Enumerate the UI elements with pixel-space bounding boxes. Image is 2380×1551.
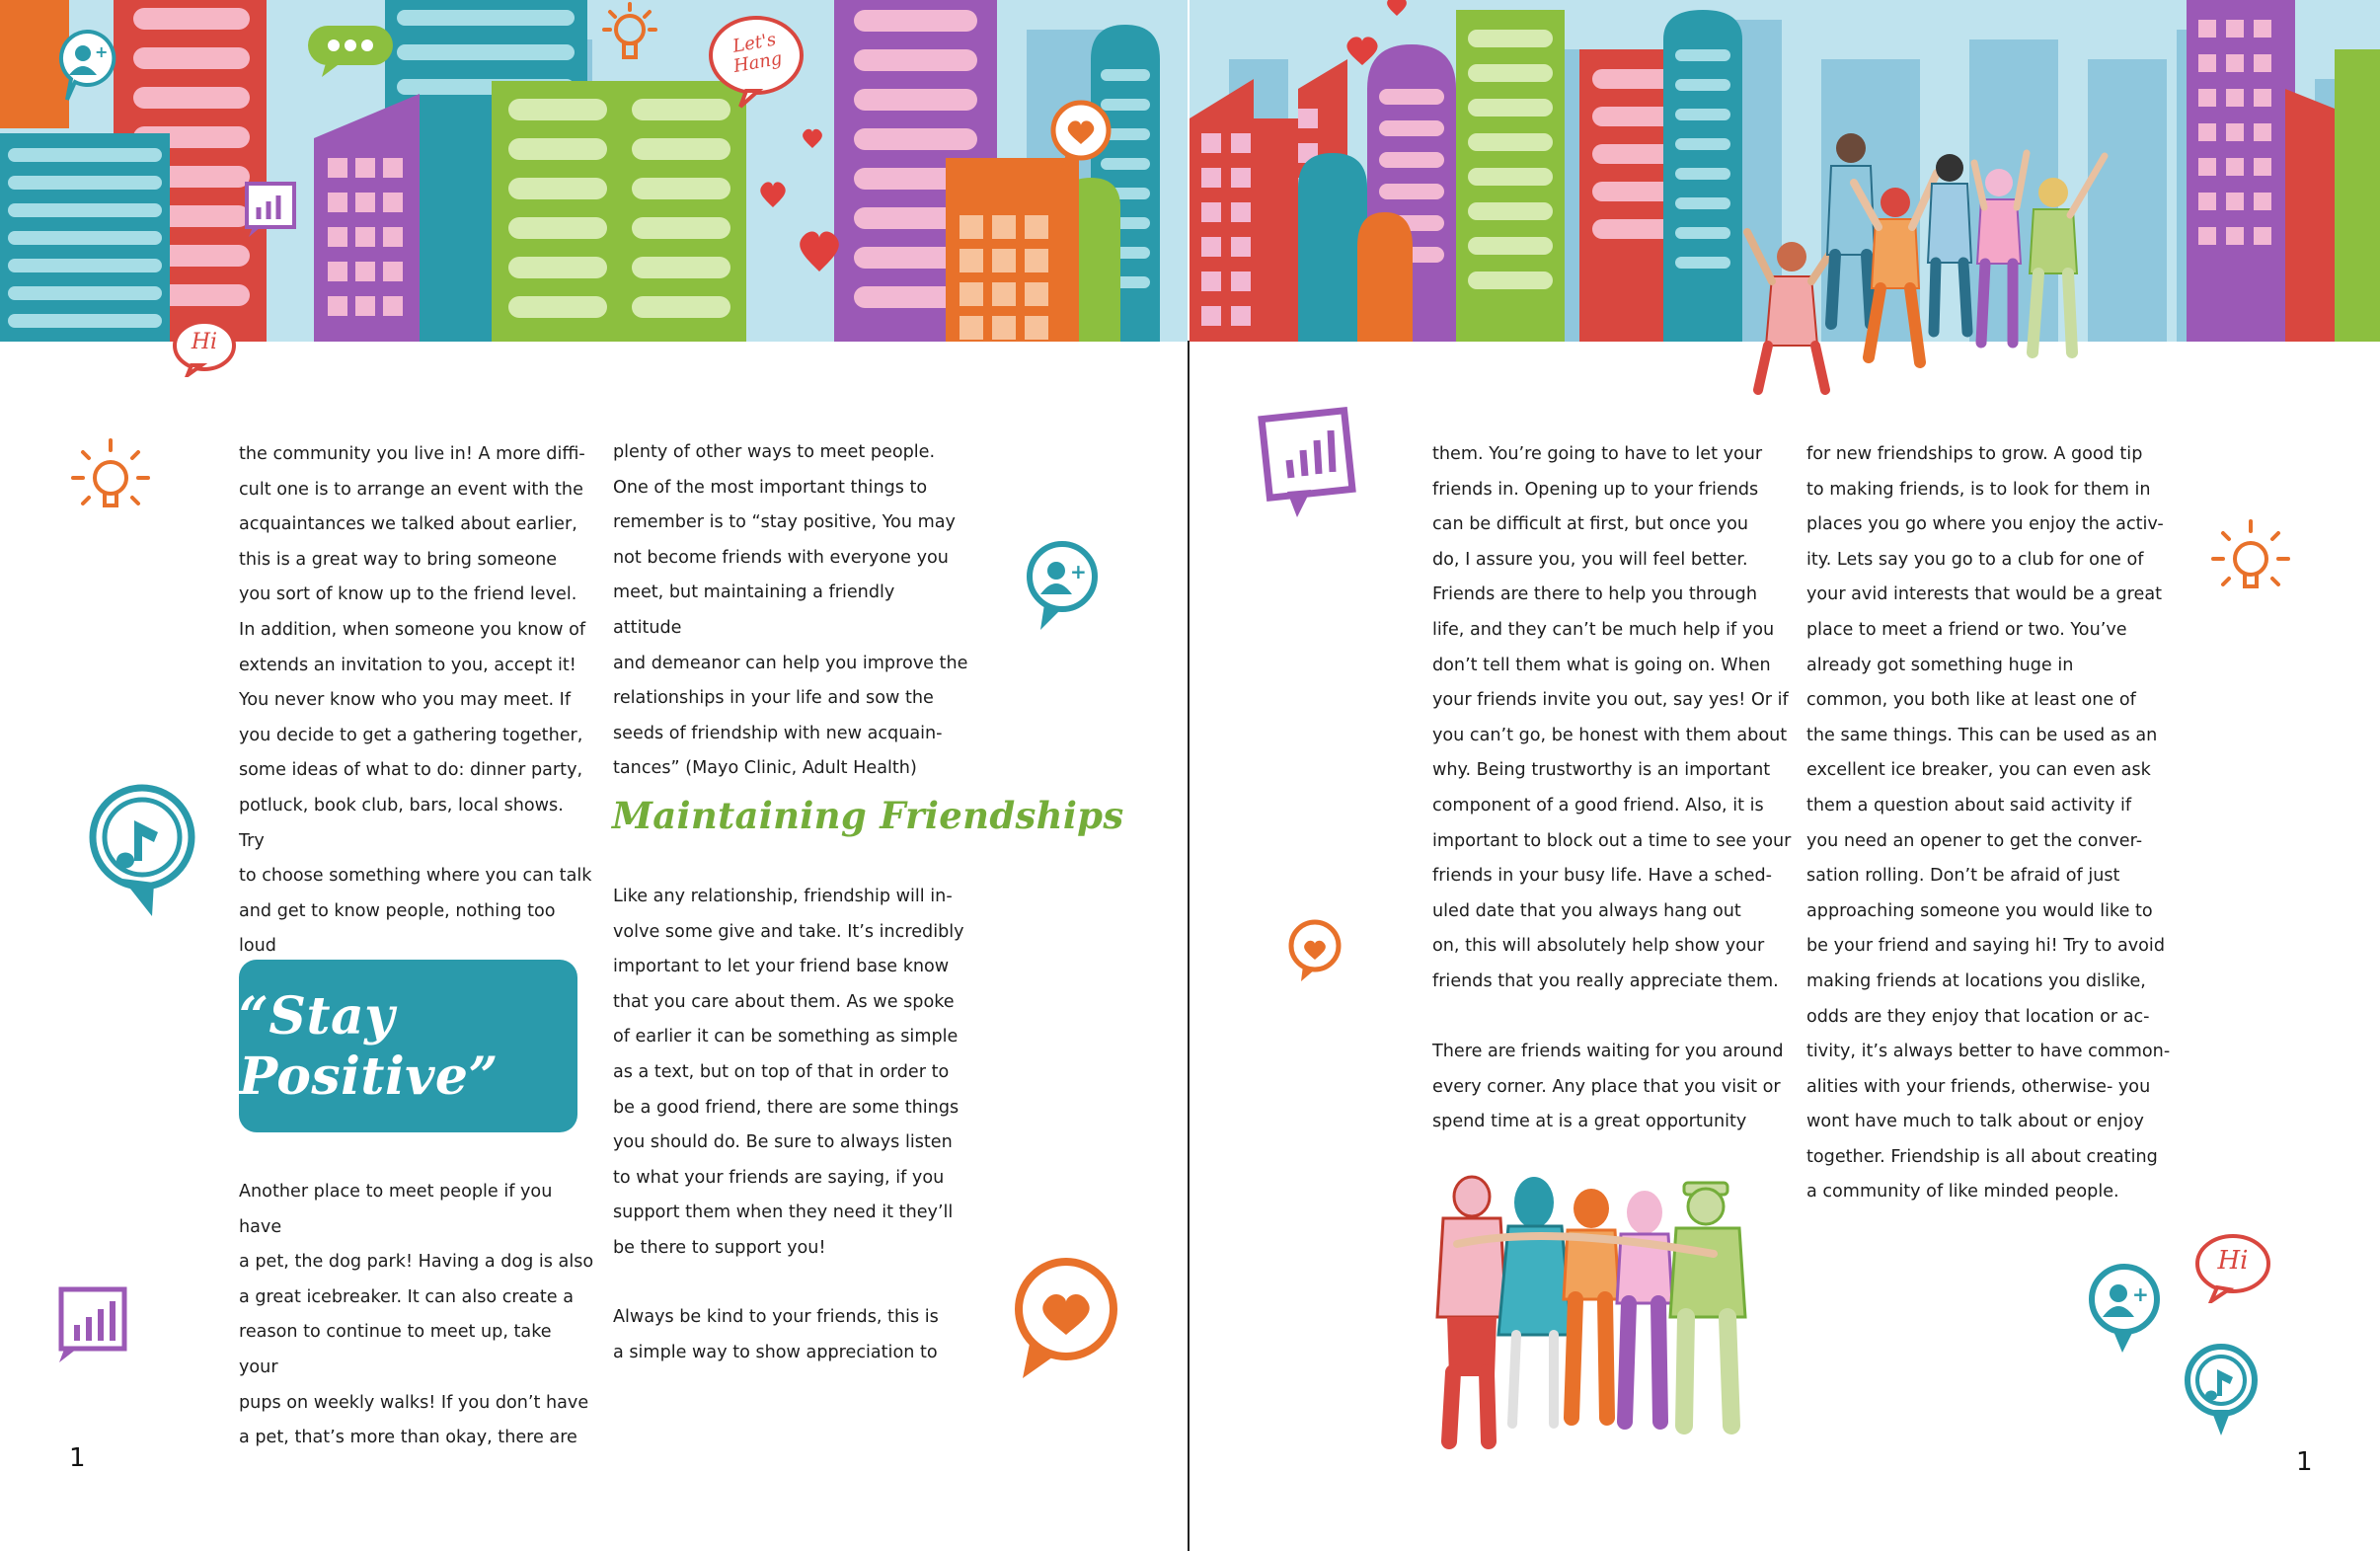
music-note-icon (83, 780, 201, 918)
hi-label: Hi (2217, 1246, 2249, 1276)
lets-hang-bubble (707, 14, 806, 109)
friends-walking-illustration (1418, 1175, 1763, 1461)
heart-icon (1285, 918, 1344, 985)
heart-icon (1046, 97, 1115, 176)
svg-text:+: + (95, 42, 109, 61)
lets-hang-label: Let's Hang (730, 29, 784, 77)
left-col2-para3: Always be kind to your friends, this is a simple way to show appreciation to (613, 1307, 939, 1362)
section-heading: Maintaining Friendships (612, 794, 1124, 837)
left-column-1-continued (239, 1175, 594, 1456)
svg-text:+: + (1070, 560, 1087, 583)
left-column-2-body (613, 880, 968, 1267)
left-column-2 (613, 435, 968, 787)
hi-label: Hi (191, 330, 218, 354)
lightbulb-icon (2203, 515, 2298, 610)
left-col1-para1: the community you live in! A more diffi- cult one is to arrange an event with the acquaintances we talked about earlier, this is a great way to bring someone you sort of know up to the friend level. In addition, when someone you know of extends an invitation to you, accept it! You never know who you may meet. If you decide to get a gathering together, some ideas of what to do: dinner party, potluck, book club, bars, local shows. Try to choose something where you can talk and get to know people, nothing too loud (239, 444, 592, 957)
svg-text:+: + (2132, 1282, 2149, 1306)
hi-bubble (2193, 1232, 2272, 1303)
right-col1-para1: them. You’re going to have to let your friends in. Opening up to your friends can be difficult at first, but once you do, I assure you, you will feel better. Friends are there to help you through life, and they can’t be much help if you don’t tell them what is going on. When your friends invite you out, say yes! Or if you can’t go, be honest with them about why. Being trustworthy is an important component of a good friend. Also, it is important to block out a time to see your friends in your busy life. Have a sched- uled date that you always hang out on, this will absolutely help show your friends that you really appreciate them. (1432, 444, 1792, 991)
chat-dots-icon (306, 20, 395, 79)
left-col2-para1: plenty of other ways to meet people. One of the most important things to remember is to “stay positive, You may not become friends with everyone you meet, but maintaining a friendly attitude and demeanor can help you improve the relationships in your life and sow the seeds of friendship with new acquain- tances” (Mayo Clinic, Adult Health) (613, 442, 968, 779)
right-col1-para2: There are friends waiting for you around every corner. Any place that you visit or spend time at is a great opportunity (1432, 1042, 1784, 1132)
left-column-2-end (613, 1300, 968, 1370)
right-col2-para1: for new friendships to grow. A good tip to making friends, is to look for them in places you go where you enjoy the activ- ity. Lets say you go to a club for one of your avid interests that would be a great place to meet a friend or two. You’ve already got something huge in common, you both like at least one of the same things. This can be used as an excellent ice breaker, you can even ask them a question about said activity if you need an opener to get the conver- sation rolling. Don’t be afraid of just approaching someone you would like to be your friend and saying hi! Try to avoid making friends at locations you dislike, odds are they enjoy that location or ac- tivity, it’s always better to have common- alities with your friends, otherwise- you wont have much to talk about or enjoy together. Friendship is all about creating a community of like minded people. (1806, 444, 2171, 1202)
bar-chart-icon (243, 180, 300, 239)
heart-icon (1011, 1254, 1121, 1382)
stay-positive-pullquote (239, 960, 577, 1132)
pullquote-text: “Stay Positive” (239, 985, 499, 1107)
left-page-number: 1 (69, 1443, 86, 1473)
add-user-icon (1023, 539, 1102, 634)
right-column-2 (1806, 437, 2172, 1210)
hi-bubble (170, 318, 239, 377)
right-page-number: 1 (2296, 1447, 2313, 1477)
right-column-1-end (1432, 1035, 1798, 1140)
add-user-icon (2085, 1262, 2164, 1357)
bar-chart-icon (1258, 401, 1364, 523)
cheering-friends-illustration (1732, 118, 2147, 415)
left-col1-para2: Another place to meet people if you have a pet, the dog park! Having a dog is also a great icebreaker. It can also create a reason to continue to meet up, take your pups on weekly walks! If you don’t have a pet, that’s more than okay, there are (239, 1182, 594, 1448)
lightbulb-icon (590, 0, 669, 69)
lightbulb-icon (63, 434, 158, 529)
music-note-icon (2182, 1341, 2261, 1439)
page-divider (1188, 341, 1190, 1551)
left-column-1 (239, 437, 594, 1000)
bar-chart-icon (55, 1283, 134, 1366)
right-column-1 (1432, 437, 1798, 1000)
add-user-icon (57, 30, 116, 103)
left-col2-para2: Like any relationship, friendship will in- volve some give and take. It’s incredibly important to let your friend base know that you care about them. As we spoke of earlier it can be something as simple as a text, but on top of that in order to be a good friend, there are some things you should do. Be sure to always listen to what your friends are saying, if you support them when they need it they’ll be there to support you! (613, 887, 964, 1258)
